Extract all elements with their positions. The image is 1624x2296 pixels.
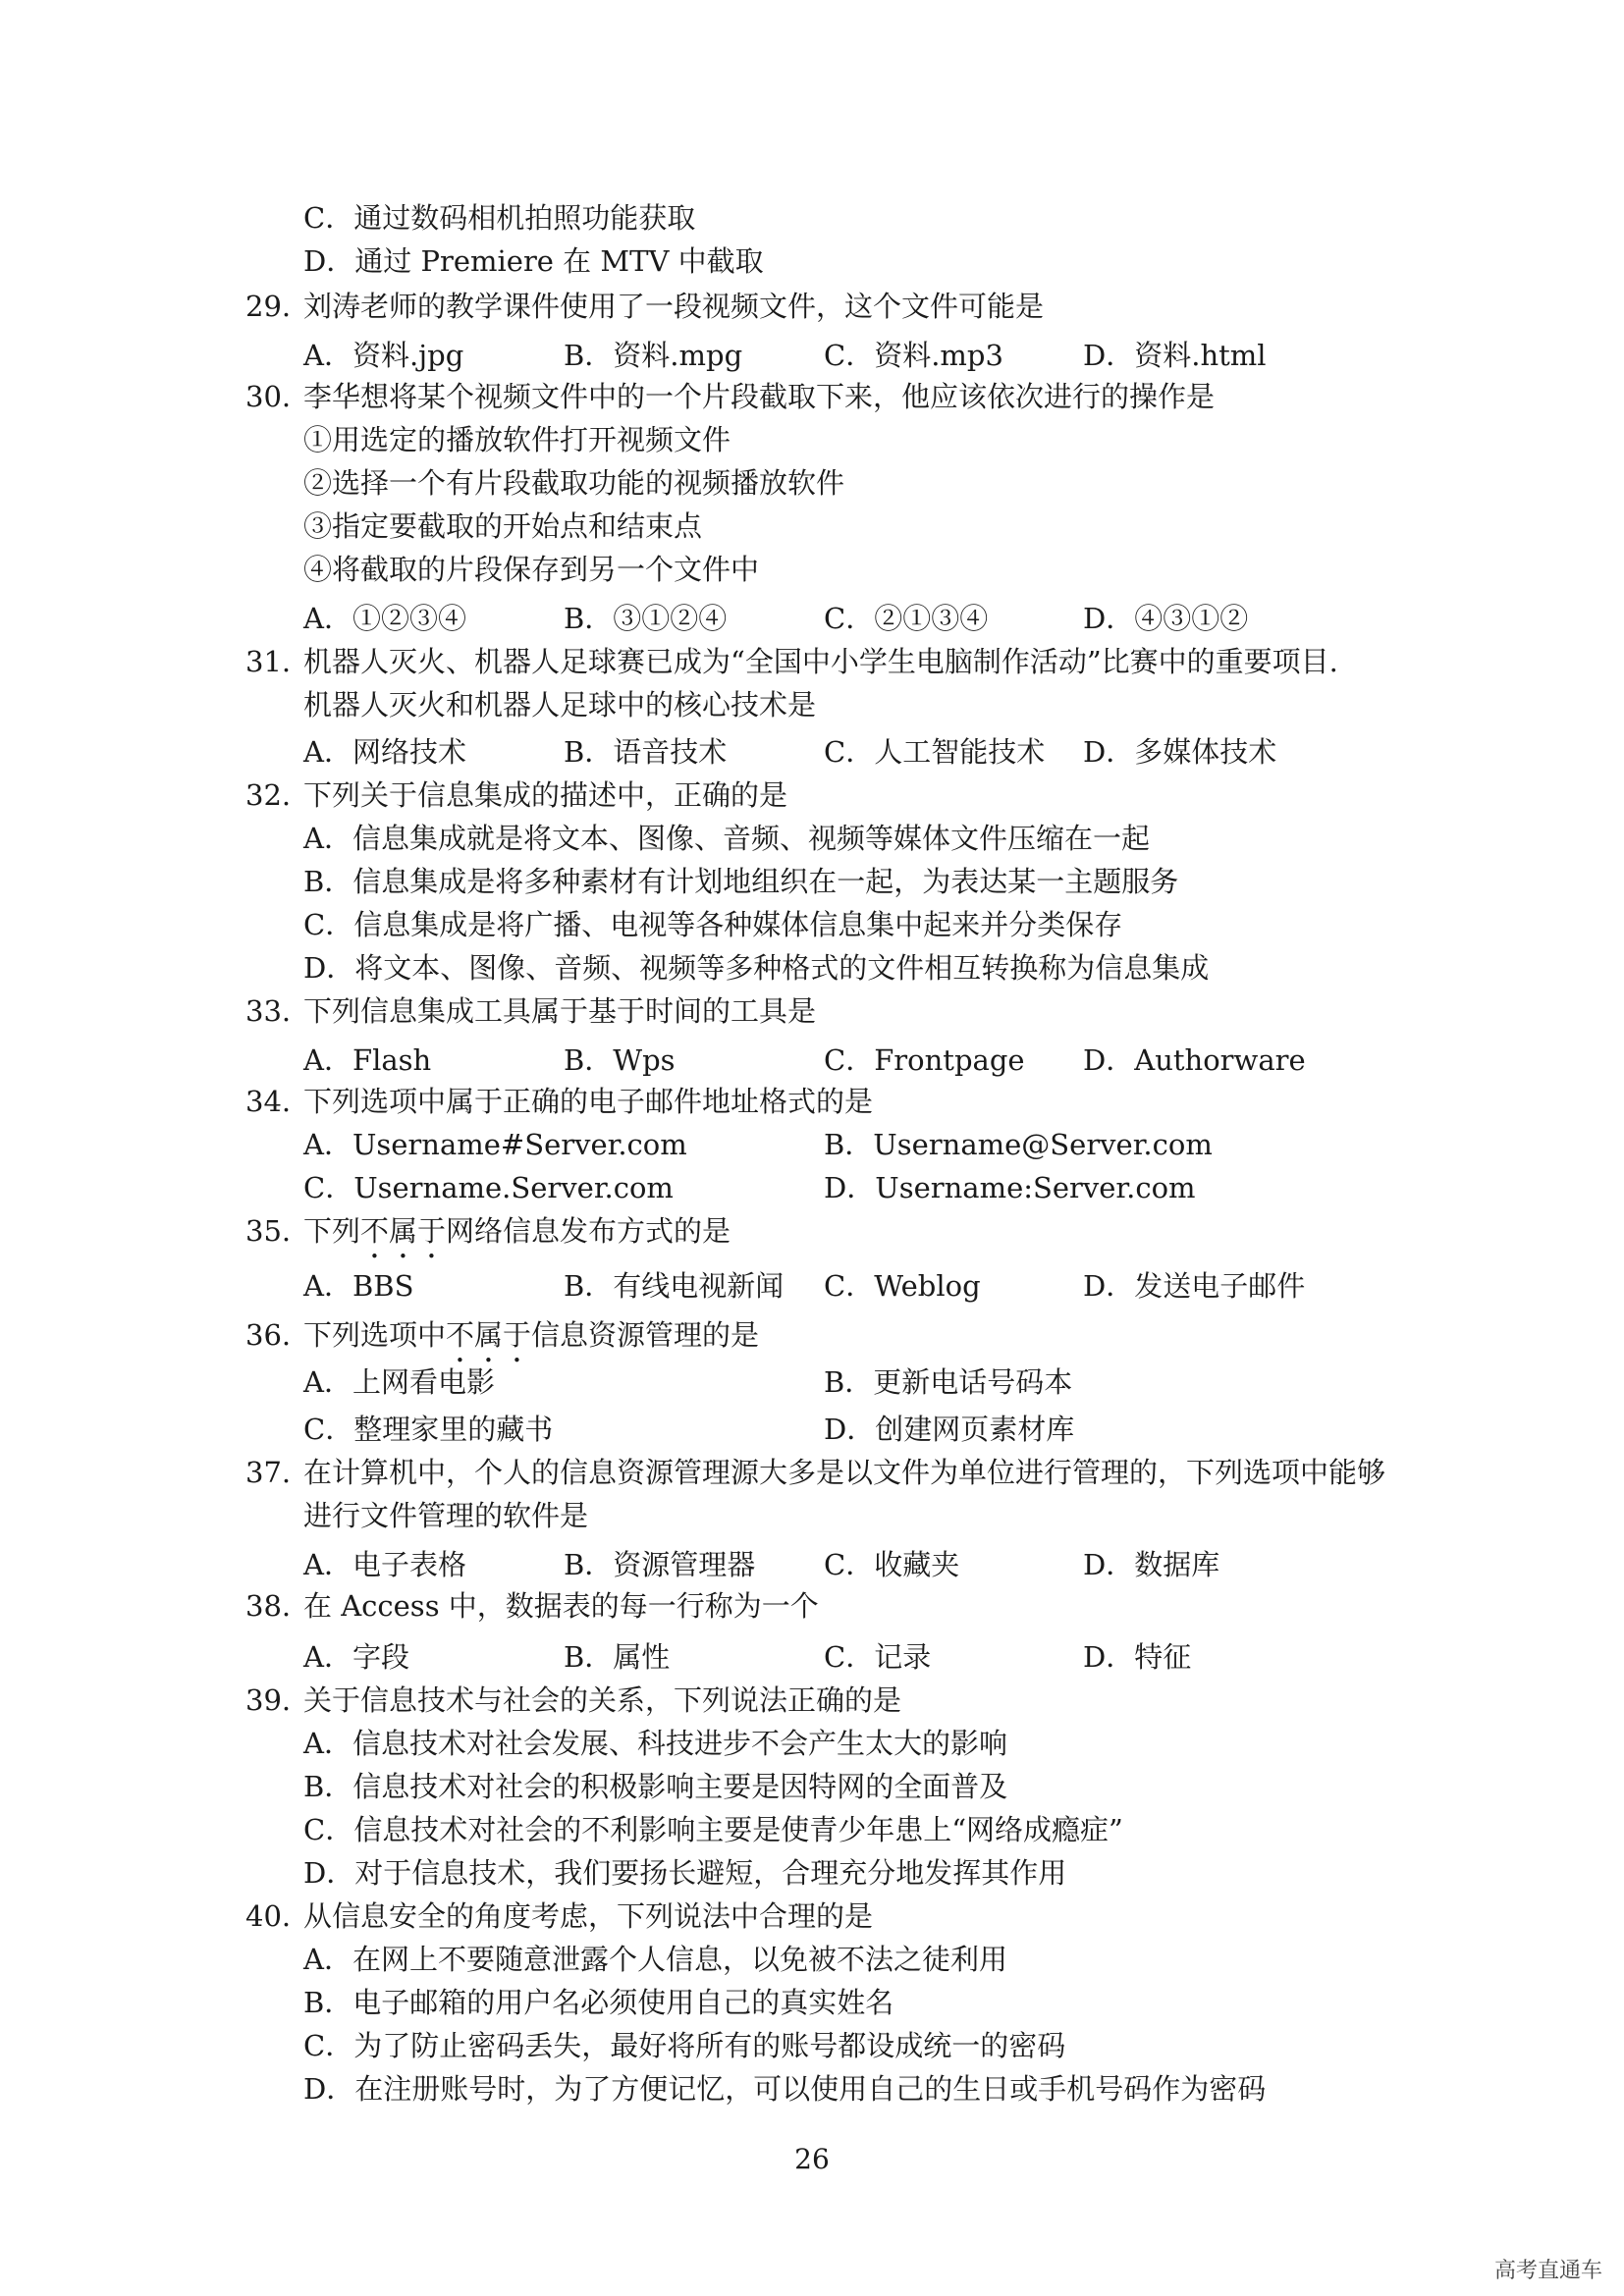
q29-option-b: B．资料.mpg [564,339,743,372]
q36-option-a: A．上网看电影 [303,1365,495,1399]
q28-option-c: C．通过数码相机拍照功能获取 [303,201,696,235]
q32-option-d: D．将文本、图像、音频、视频等多种格式的文件相互转换称为信息集成 [303,951,1210,985]
q32-stem: 下列关于信息集成的描述中，正确的是 [303,778,788,812]
q39-option-c: C．信息技术对社会的不利影响主要是使青少年患上“网络成瘾症” [303,1813,1123,1846]
q36-number: 36. [245,1318,292,1352]
q36-stem-post: 信息资源管理的是 [531,1318,760,1352]
q34-option-b: B．Username@Server.com [824,1128,1213,1161]
watermark: 高考直通车 [1493,2259,1602,2283]
q32-option-c: C．信息集成是将广播、电视等各种媒体信息集中起来并分类保存 [303,908,1123,941]
q32-number: 32. [245,778,292,812]
q36-option-b: B．更新电话号码本 [824,1365,1073,1399]
q31-option-d: D．多媒体技术 [1083,735,1277,769]
q31-option-c: C．人工智能技术 [824,735,1046,769]
q36-stem [303,1315,759,1369]
q35-stem-pre: 下列 [303,1214,361,1248]
q39-number: 39. [245,1683,292,1717]
q36-option-d: D．创建网页素材库 [824,1413,1075,1446]
q30-step-3: ③指定要截取的开始点和结束点 [303,509,703,543]
q30-step-2: ②选择一个有片段截取功能的视频播放软件 [303,466,845,500]
q34-number: 34. [245,1085,292,1118]
q40-number: 40. [245,1899,292,1933]
q38-option-b: B．属性 [564,1640,671,1674]
q28-option-d: D．通过 Premiere 在 MTV 中截取 [303,244,764,278]
q30-option-b: B．③①②④ [564,602,728,635]
q35-option-b: B．有线电视新闻 [564,1269,785,1303]
q34-option-a: A．Username#Server.com [303,1128,687,1161]
q30-number: 30. [245,380,292,413]
q38-number: 38. [245,1589,292,1623]
q35-option-a: A．BBS [303,1269,414,1303]
q31-stem: 机器人灭火、机器人足球赛已成为“全国中小学生电脑制作活动”比赛中的重要项目. [303,645,1338,678]
q37-option-b: B．资源管理器 [564,1548,756,1581]
q32-option-a: A．信息集成就是将文本、图像、音频、视频等媒体文件压缩在一起 [303,822,1150,855]
q29-number: 29. [245,290,292,323]
q37-option-c: C．收藏夹 [824,1548,960,1581]
q37-number: 37. [245,1456,292,1489]
q31-option-a: A．网络技术 [303,735,466,769]
q40-option-b: B．电子邮箱的用户名必须使用自己的真实姓名 [303,1986,894,2019]
q36-option-c: C．整理家里的藏书 [303,1413,554,1446]
q39-option-b: B．信息技术对社会的积极影响主要是因特网的全面普及 [303,1770,1008,1803]
q38-stem: 在 Access 中，数据表的每一行称为一个 [303,1589,819,1623]
q30-option-c: C．②①③④ [824,602,989,635]
q35-stem-post: 网络信息发布方式的是 [446,1214,731,1248]
q31-number: 31. [245,645,292,678]
q29-stem: 刘涛老师的教学课件使用了一段视频文件，这个文件可能是 [303,290,1045,323]
q38-option-c: C．记录 [824,1640,932,1674]
q35-option-c: C．Weblog [824,1269,981,1303]
q33-option-b: B．Wps [564,1043,676,1077]
q30-stem: 李华想将某个视频文件中的一个片段截取下来，他应该依次进行的操作是 [303,380,1216,413]
q29-option-c: C．资料.mp3 [824,339,1003,372]
q33-option-d: D．Authorware [1083,1043,1306,1077]
q33-stem: 下列信息集成工具属于基于时间的工具是 [303,994,817,1028]
q29-option-a: A．资料.jpg [303,339,464,372]
q39-option-a: A．信息技术对社会发展、科技进步不会产生太大的影响 [303,1727,1007,1760]
q34-option-c: C．Username.Server.com [303,1171,674,1204]
q33-option-c: C．Frontpage [824,1043,1025,1077]
q37-stem: 在计算机中，个人的信息资源管理源大多是以文件为单位进行管理的，下列选项中能够 [303,1456,1386,1489]
q35-stem-emphasis: 不属于 [360,1214,447,1248]
q36-stem-emphasis: 不属于 [446,1318,532,1352]
q38-option-a: A．字段 [303,1640,409,1674]
q29-option-d: D．资料.html [1083,339,1267,372]
q30-option-d: D．④③①② [1083,602,1249,635]
q31-option-b: B．语音技术 [564,735,728,769]
q40-option-c: C．为了防止密码丢失，最好将所有的账号都设成统一的密码 [303,2029,1066,2062]
q30-option-a: A．①②③④ [303,602,466,635]
q40-stem: 从信息安全的角度考虑，下列说法中合理的是 [303,1899,874,1933]
q35-option-d: D．发送电子邮件 [1083,1269,1306,1303]
q32-option-b: B．信息集成是将多种素材有计划地组织在一起，为表达某一主题服务 [303,865,1179,898]
q33-number: 33. [245,994,292,1028]
q30-step-1: ①用选定的播放软件打开视频文件 [303,423,731,456]
q37-stem-continued: 进行文件管理的软件是 [303,1499,589,1532]
q30-step-4: ④将截取的片段保存到另一个文件中 [303,553,760,586]
q35-number: 35. [245,1214,292,1248]
q36-stem-pre: 下列选项中 [303,1318,447,1352]
q35-stem [303,1211,731,1265]
q31-stem-continued: 机器人灭火和机器人足球中的核心技术是 [303,688,817,721]
q39-stem: 关于信息技术与社会的关系，下列说法正确的是 [303,1683,902,1717]
q34-stem: 下列选项中属于正确的电子邮件地址格式的是 [303,1085,874,1118]
q37-option-a: A．电子表格 [303,1548,466,1581]
q39-option-d: D．对于信息技术，我们要扬长避短，合理充分地发挥其作用 [303,1856,1067,1890]
q37-option-d: D．数据库 [1083,1548,1220,1581]
q34-option-d: D．Username:Server.com [824,1171,1196,1204]
q40-option-a: A．在网上不要随意泄露个人信息，以免被不法之徒利用 [303,1943,1007,1976]
page-number: 26 [794,2143,830,2175]
q38-option-d: D．特征 [1083,1640,1192,1674]
q40-option-d: D．在注册账号时，为了方便记忆，可以使用自己的生日或手机号码作为密码 [303,2072,1267,2106]
q33-option-a: A．Flash [303,1043,432,1077]
